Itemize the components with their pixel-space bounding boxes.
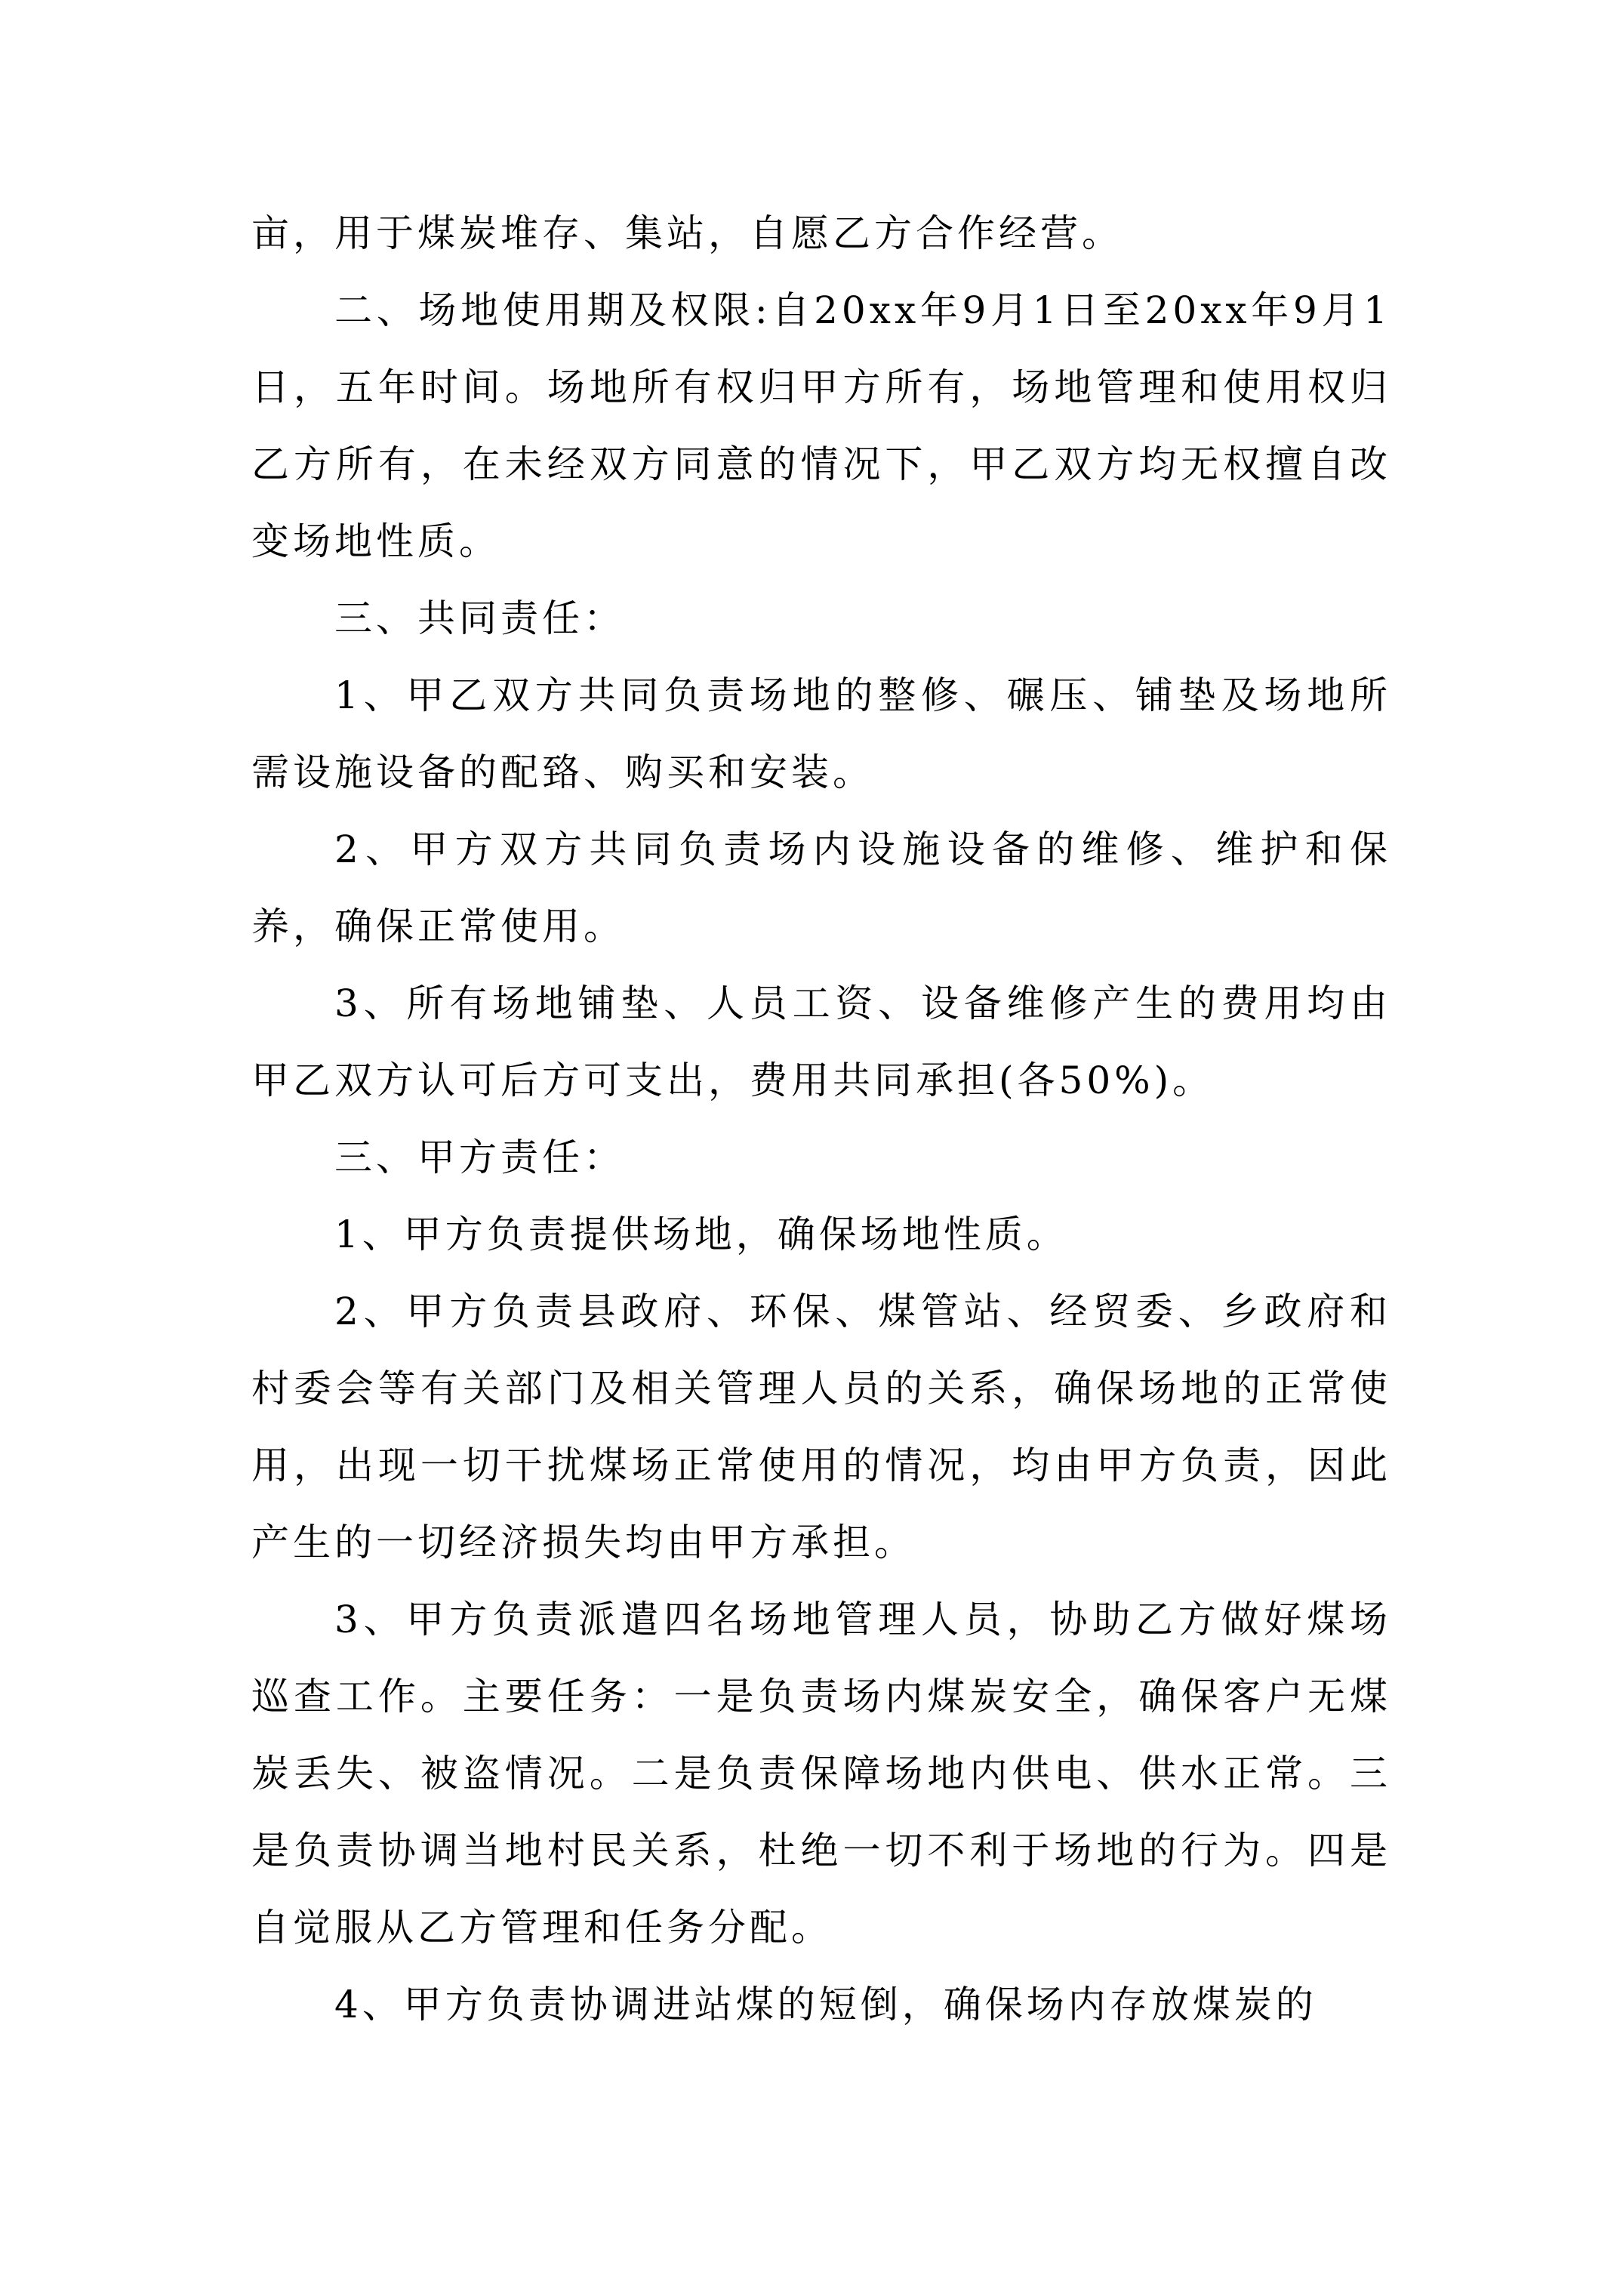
paragraph-2: 二、场地使用期及权限:自20xx年9月1日至20xx年9月1日，五年时间。场地所有权归甲方所有，场地管理和使用权归乙方所有，在未经双方同意的情况下，甲乙双方均无权擅自改变场地性质。: [251, 288, 1391, 563]
paragraph-9: 2、甲方负责县政府、环保、煤管站、经贸委、乡政府和村委会等有关部门及相关管理人员的关系，确保场地的正常使用，出现一切干扰煤场正常使用的情况，均由甲方负责，因此产生的一切经济损失均由甲方承担。: [251, 1290, 1391, 1564]
paragraph-8: 1、甲方负责提供场地，确保场地性质。: [334, 1213, 1068, 1256]
paragraph-10: 3、甲方负责派遣四名场地管理人员，协助乙方做好煤场巡查工作。主要任务：一是负责场内煤炭安全，确保客户无煤炭丢失、被盗情况。二是负责保障场地内供电、供水正常。三是负责协调当地村民关系，杜绝一切不利于场地的行为。四是自觉服从乙方管理和任务分配。: [251, 1598, 1391, 1949]
paragraph-3: 三、共同责任：: [334, 596, 625, 640]
paragraph-6: 3、所有场地铺垫、人员工资、设备维修产生的费用均由甲乙双方认可后方可支出，费用共同承担(各50%)。: [251, 982, 1391, 1102]
paragraph-11: 4、甲方负责协调进站煤的短倒，确保场内存放煤炭的: [334, 1983, 1317, 2026]
paragraph-5: 2、甲方双方共同负责场内设施设备的维修、维护和保养，确保正常使用。: [251, 827, 1391, 948]
paragraph-4: 1、甲乙双方共同负责场地的整修、碾压、铺垫及场地所需设施设备的配臵、购买和安装。: [251, 673, 1391, 794]
paragraph-7: 三、甲方责任：: [334, 1136, 625, 1179]
paragraph-1: 亩，用于煤炭堆存、集站，自愿乙方合作经营。: [251, 211, 1123, 255]
document-body: [251, 195, 1391, 2043]
